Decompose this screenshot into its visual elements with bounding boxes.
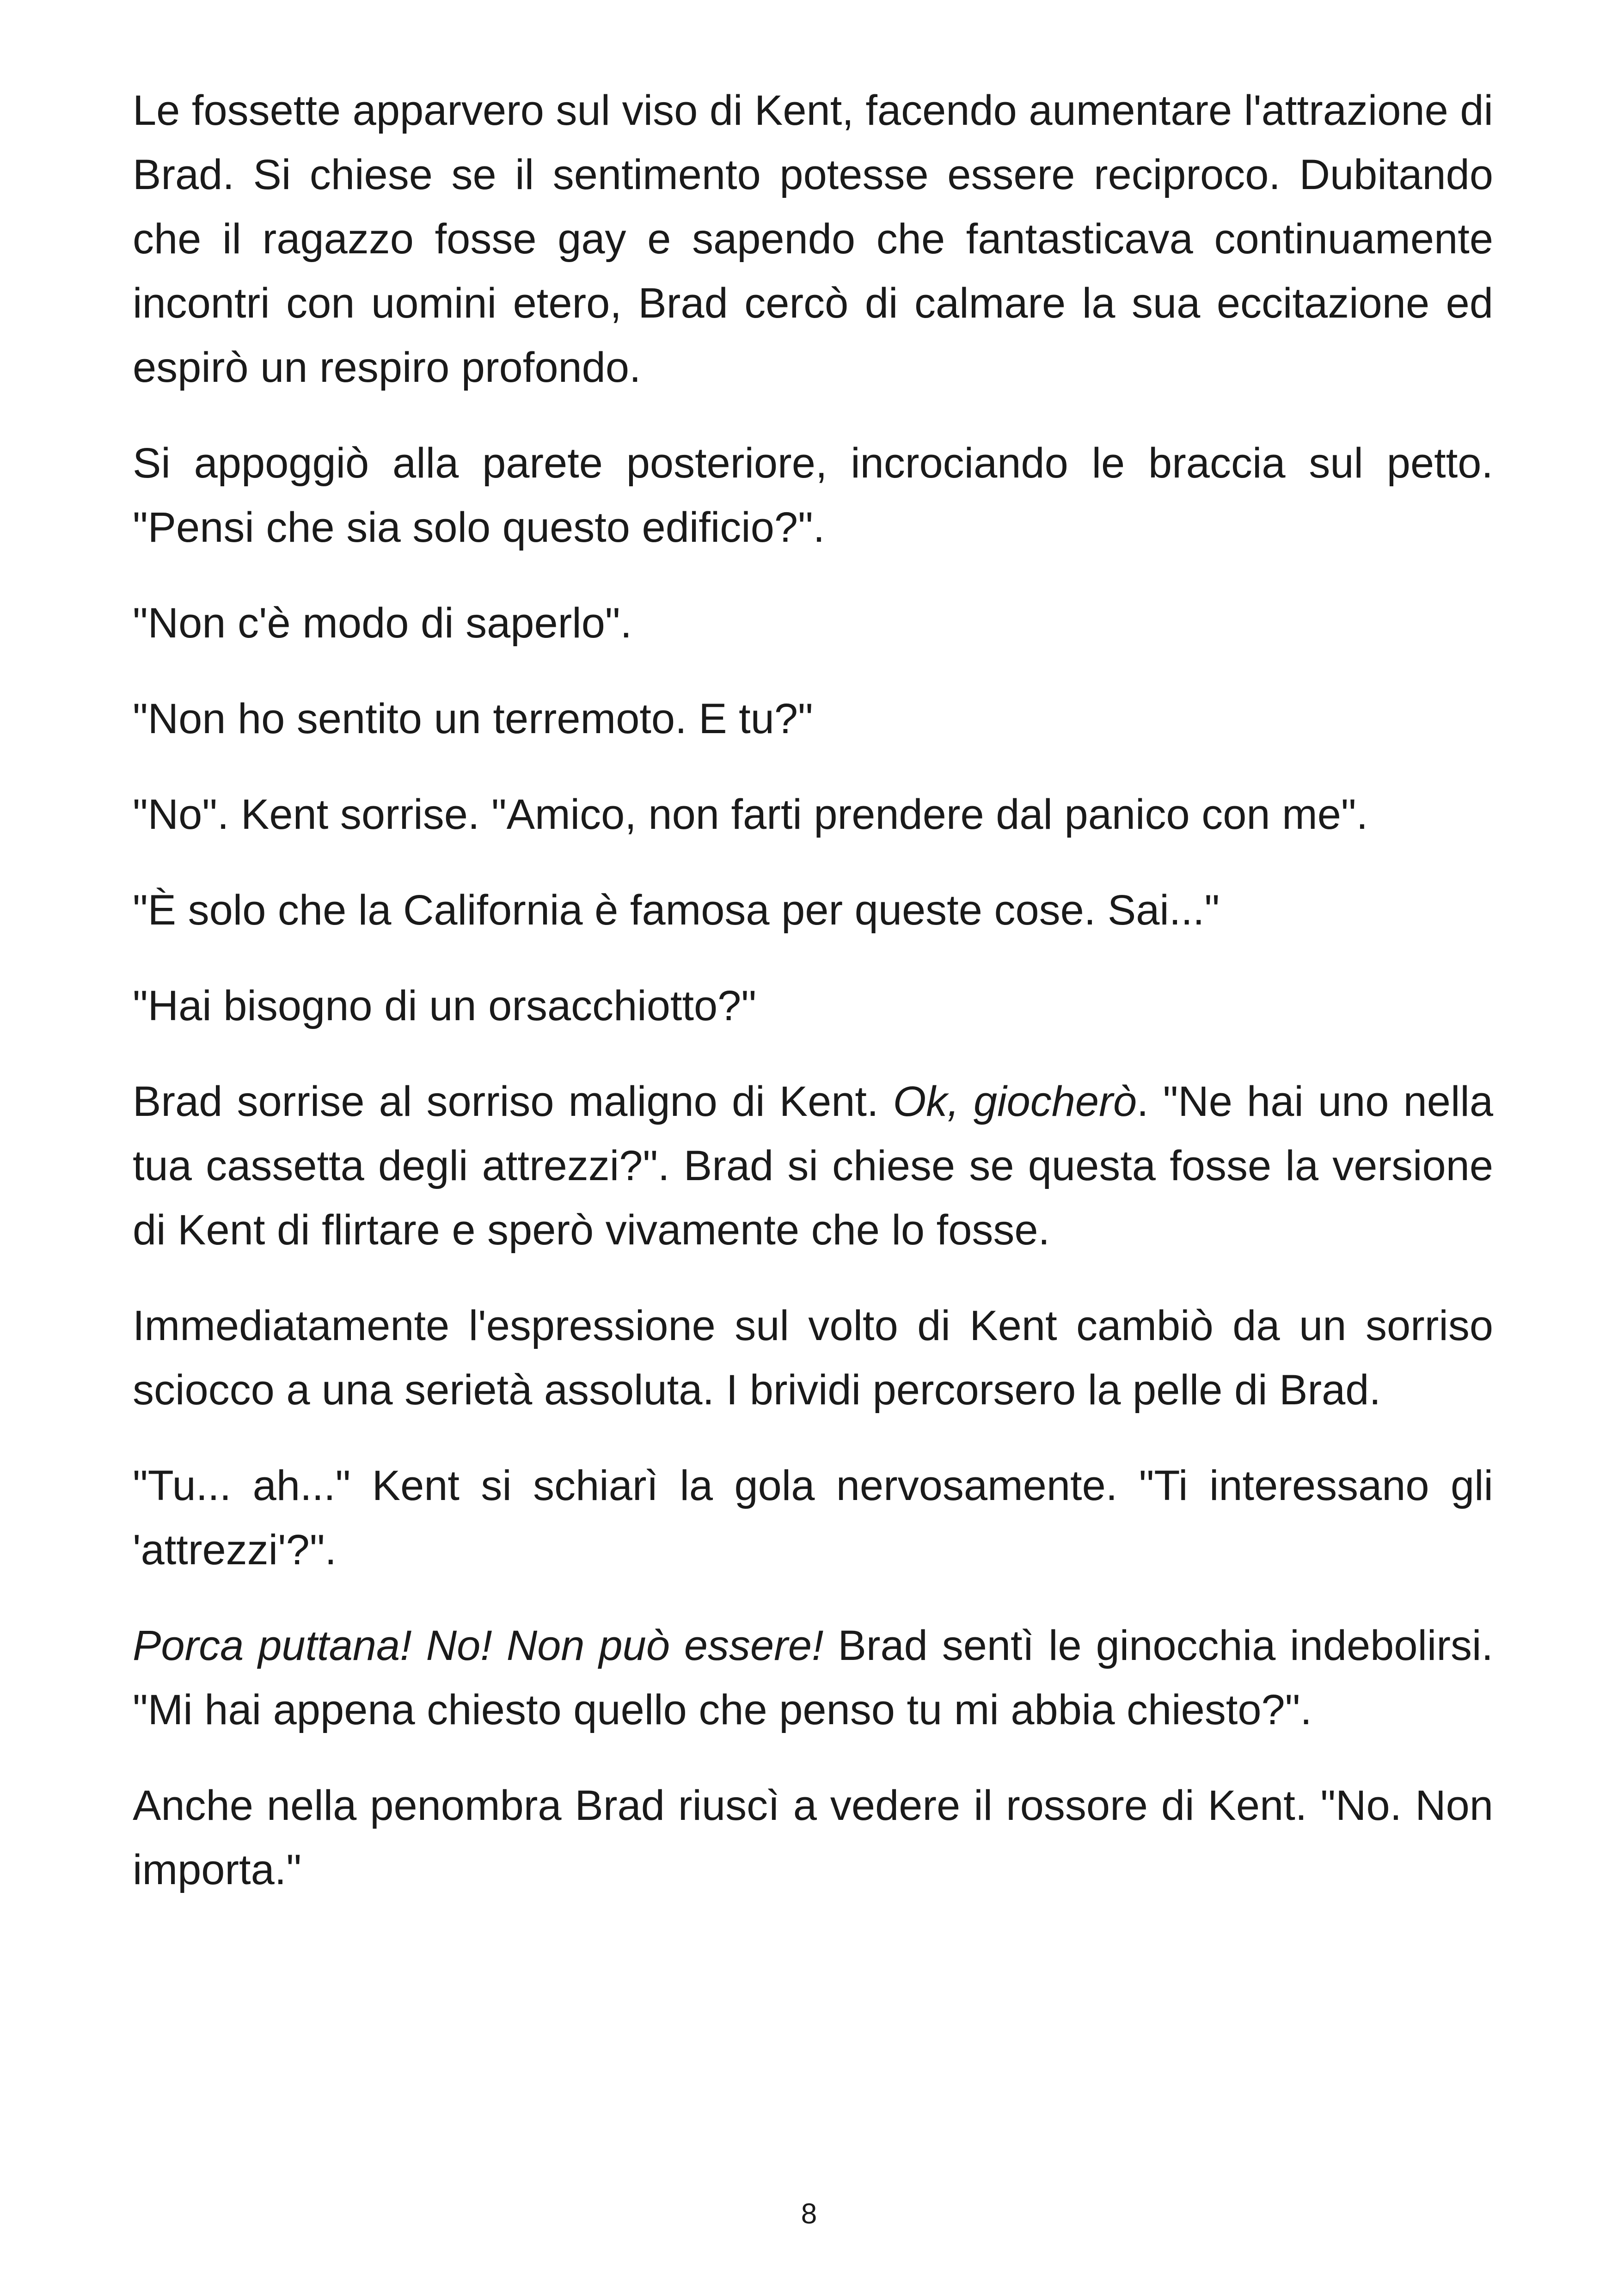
paragraph-text: "È solo che la California è famosa per queste cose. Sai..." bbox=[133, 887, 1220, 934]
paragraph bbox=[133, 1614, 1493, 1742]
paragraph bbox=[133, 431, 1493, 560]
paragraph bbox=[133, 1454, 1493, 1582]
paragraph bbox=[133, 687, 1493, 751]
paragraph-text: Anche nella penombra Brad riuscì a vedere il rossore di Kent. "No. Non importa." bbox=[133, 1782, 1493, 1893]
paragraph bbox=[133, 79, 1493, 400]
paragraph-text: Immediatamente l'espressione sul volto di Kent cambiò da un sorriso sciocco a una serietà assoluta. I brividi percorsero la pelle di Brad. bbox=[133, 1302, 1493, 1414]
paragraph bbox=[133, 1070, 1493, 1262]
paragraph-text: Si appoggiò alla parete posteriore, incrociando le braccia sul petto. "Pensi che sia solo questo edificio?". bbox=[133, 440, 1493, 551]
paragraph bbox=[133, 783, 1493, 847]
paragraph bbox=[133, 1294, 1493, 1422]
page-body bbox=[133, 79, 1493, 1934]
italic-thought: Ok, giocherò bbox=[893, 1078, 1137, 1125]
paragraph-text: . "Ne hai uno nella tua cassetta degli attrezzi?". Brad si chiese se questa fosse la versione di Kent di flirtare e sperò vivamente che lo fosse. bbox=[133, 1078, 1493, 1254]
paragraph-text: Brad sorrise al sorriso maligno di Kent. bbox=[133, 1078, 893, 1125]
italic-thought: Porca puttana! No! Non può essere! bbox=[133, 1622, 824, 1669]
paragraph-text: Le fossette apparvero sul viso di Kent, facendo aumentare l'attrazione di Brad. Si chiese se il sentimento potesse essere reciproco. Dubitando che il ragazzo fosse gay e sapendo che fantasticava continuamente incontri con uomini etero, Brad cercò di calmare la sua eccitazione ed espirò un respiro profondo. bbox=[133, 87, 1493, 391]
page-number: 8 bbox=[801, 2198, 817, 2230]
paragraph bbox=[133, 974, 1493, 1038]
paragraph-text: "Tu... ah..." Kent si schiarì la gola nervosamente. "Ti interessano gli 'attrezzi'?". bbox=[133, 1462, 1493, 1574]
paragraph-text: "Hai bisogno di un orsacchiotto?" bbox=[133, 982, 757, 1029]
paragraph-text: Brad sentì le ginocchia indebolirsi. "Mi hai appena chiesto quello che penso tu mi abbia chiesto?". bbox=[133, 1622, 1493, 1733]
paragraph bbox=[133, 878, 1493, 943]
paragraph-text: "No". Kent sorrise. "Amico, non farti prendere dal panico con me". bbox=[133, 791, 1368, 838]
paragraph-text: "Non c'è modo di saperlo". bbox=[133, 600, 632, 647]
paragraph-text: "Non ho sentito un terremoto. E tu?" bbox=[133, 695, 813, 742]
paragraph bbox=[133, 1774, 1493, 1902]
paragraph bbox=[133, 591, 1493, 655]
